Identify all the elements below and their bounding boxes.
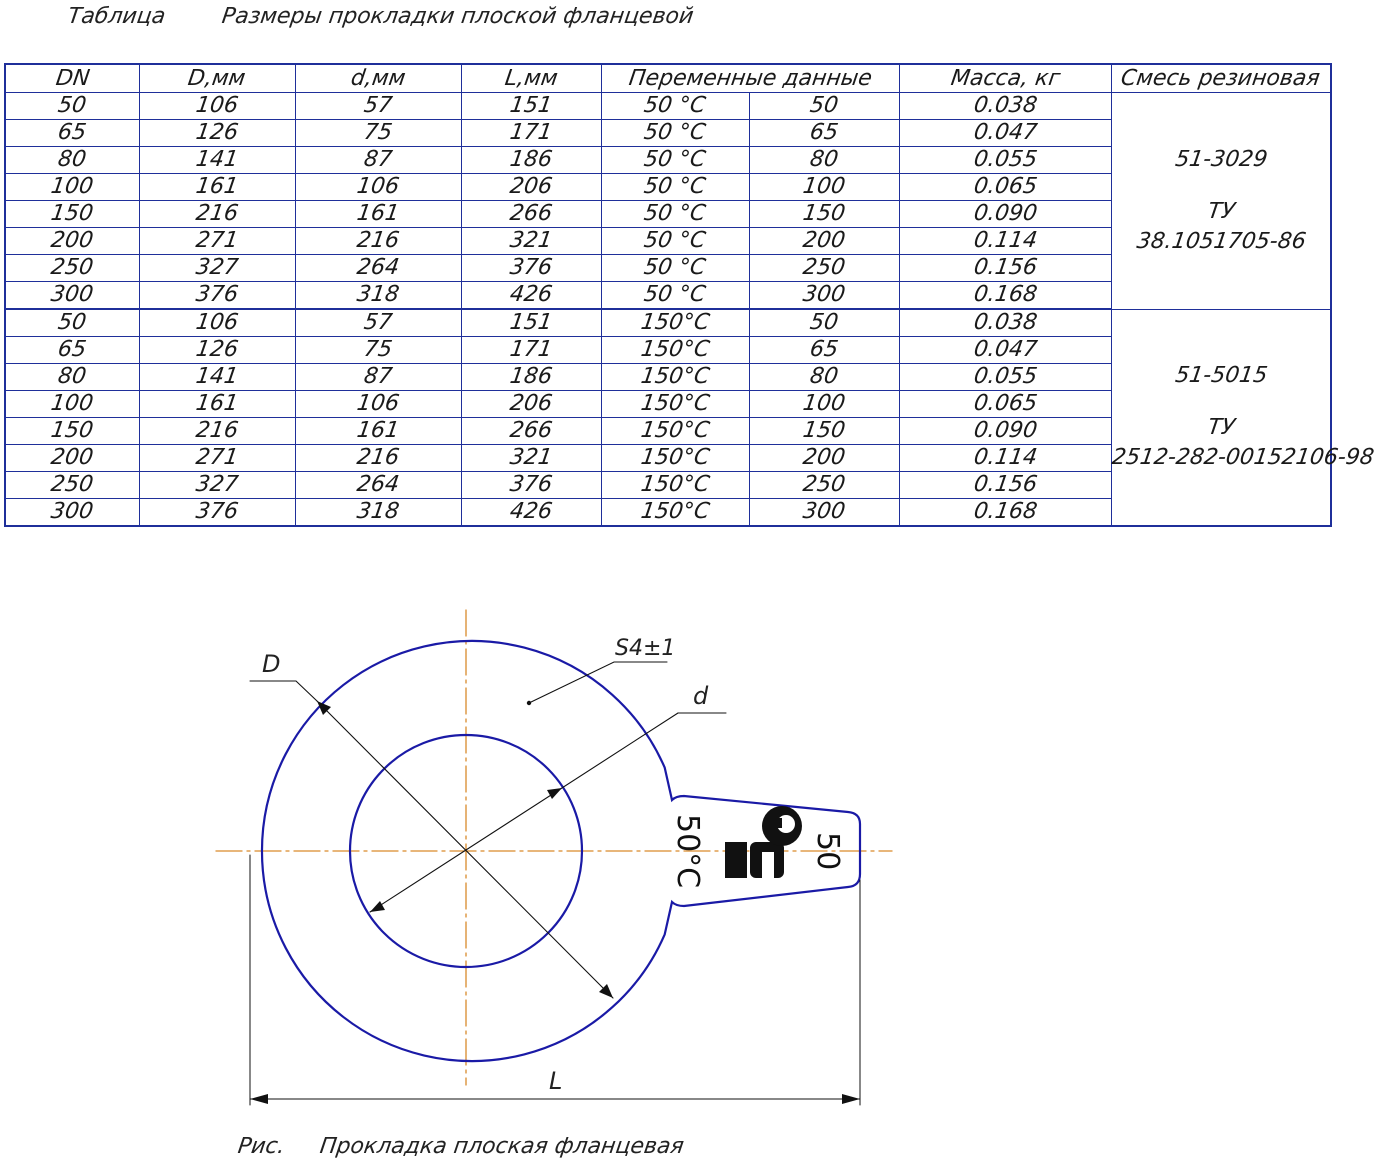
cell-outer-d: 141 bbox=[139, 147, 295, 174]
cell-rubber-mix: 51-3029 ТУ 38.1051705-86 bbox=[1111, 93, 1331, 310]
cell-inner-d: 318 bbox=[295, 499, 461, 527]
cell-dn: 65 bbox=[5, 337, 139, 364]
cell-mass: 0.038 bbox=[899, 309, 1111, 337]
cell-inner-d: 106 bbox=[295, 391, 461, 418]
cell-outer-d: 106 bbox=[139, 309, 295, 337]
cell-temperature: 150°С bbox=[601, 445, 749, 472]
cell-variable-dn: 65 bbox=[749, 337, 899, 364]
cell-temperature: 50 °С bbox=[601, 228, 749, 255]
cell-variable-dn: 80 bbox=[749, 364, 899, 391]
cell-mass: 0.168 bbox=[899, 282, 1111, 310]
figure-label: Рис. bbox=[236, 1134, 287, 1159]
cell-outer-d: 161 bbox=[139, 391, 295, 418]
cell-mass: 0.114 bbox=[899, 228, 1111, 255]
col-header-inner-d: d,мм bbox=[295, 64, 461, 93]
inner-diameter-dim-line bbox=[370, 713, 678, 912]
cell-variable-dn: 100 bbox=[749, 174, 899, 201]
cell-mass: 0.038 bbox=[899, 93, 1111, 120]
cell-length: 151 bbox=[461, 309, 601, 337]
cell-dn: 80 bbox=[5, 364, 139, 391]
cell-length: 321 bbox=[461, 445, 601, 472]
cell-variable-dn: 150 bbox=[749, 418, 899, 445]
outer-diameter-leader bbox=[250, 681, 317, 701]
gasket-dimensions-table bbox=[4, 63, 1375, 527]
cell-dn: 65 bbox=[5, 120, 139, 147]
cell-inner-d: 318 bbox=[295, 282, 461, 310]
cell-mass: 0.168 bbox=[899, 499, 1111, 527]
cell-mass: 0.055 bbox=[899, 147, 1111, 174]
cell-variable-dn: 250 bbox=[749, 255, 899, 282]
col-header-variable-data: Переменные данные bbox=[601, 64, 899, 93]
cell-variable-dn: 150 bbox=[749, 201, 899, 228]
cell-dn: 300 bbox=[5, 282, 139, 310]
table-row bbox=[5, 309, 1331, 337]
cell-temperature: 50 °С bbox=[601, 174, 749, 201]
cell-variable-dn: 250 bbox=[749, 472, 899, 499]
cell-outer-d: 271 bbox=[139, 445, 295, 472]
cell-mass: 0.114 bbox=[899, 445, 1111, 472]
cell-temperature: 150°С bbox=[601, 391, 749, 418]
col-header-outer-d: D,мм bbox=[139, 64, 295, 93]
length-label: L bbox=[549, 1067, 563, 1095]
cell-temperature: 50 °С bbox=[601, 147, 749, 174]
cell-temperature: 150°С bbox=[601, 499, 749, 527]
cell-temperature: 150°С bbox=[601, 418, 749, 445]
cell-mass: 0.065 bbox=[899, 391, 1111, 418]
cell-outer-d: 376 bbox=[139, 282, 295, 310]
table-row bbox=[5, 93, 1331, 120]
cell-mass: 0.047 bbox=[899, 337, 1111, 364]
cell-variable-dn: 300 bbox=[749, 499, 899, 527]
cell-length: 266 bbox=[461, 418, 601, 445]
table-label: Таблица bbox=[66, 4, 168, 29]
inner-diameter-arrow-b bbox=[547, 788, 562, 799]
cell-inner-d: 87 bbox=[295, 147, 461, 174]
cell-dn: 250 bbox=[5, 255, 139, 282]
cell-variable-dn: 65 bbox=[749, 120, 899, 147]
cell-length: 206 bbox=[461, 391, 601, 418]
cell-length: 186 bbox=[461, 147, 601, 174]
cell-temperature: 50 °С bbox=[601, 255, 749, 282]
cell-temperature: 50 °С bbox=[601, 93, 749, 120]
cell-temperature: 150°С bbox=[601, 472, 749, 499]
cell-dn: 50 bbox=[5, 93, 139, 120]
cell-inner-d: 57 bbox=[295, 93, 461, 120]
tab-temperature-marking: 50°С bbox=[670, 814, 705, 889]
inner-diameter-label: d bbox=[693, 682, 709, 710]
cell-outer-d: 376 bbox=[139, 499, 295, 527]
cell-temperature: 150°С bbox=[601, 337, 749, 364]
col-header-dn: DN bbox=[5, 64, 139, 93]
table-title: Размеры прокладки плоской фланцевой bbox=[220, 4, 696, 29]
outer-diameter-label: D bbox=[262, 650, 281, 678]
cell-dn: 100 bbox=[5, 174, 139, 201]
cell-variable-dn: 100 bbox=[749, 391, 899, 418]
cell-length: 171 bbox=[461, 120, 601, 147]
cell-length: 266 bbox=[461, 201, 601, 228]
cell-outer-d: 271 bbox=[139, 228, 295, 255]
cell-mass: 0.090 bbox=[899, 418, 1111, 445]
thickness-label: S4±1 bbox=[615, 636, 676, 661]
cell-length: 171 bbox=[461, 337, 601, 364]
cell-variable-dn: 300 bbox=[749, 282, 899, 310]
cell-mass: 0.065 bbox=[899, 174, 1111, 201]
cell-length: 376 bbox=[461, 255, 601, 282]
cell-inner-d: 161 bbox=[295, 418, 461, 445]
cell-length: 151 bbox=[461, 93, 601, 120]
cell-dn: 200 bbox=[5, 228, 139, 255]
cell-outer-d: 327 bbox=[139, 255, 295, 282]
cell-outer-d: 106 bbox=[139, 93, 295, 120]
cell-dn: 150 bbox=[5, 418, 139, 445]
cell-outer-d: 126 bbox=[139, 120, 295, 147]
cell-variable-dn: 50 bbox=[749, 93, 899, 120]
cell-inner-d: 264 bbox=[295, 255, 461, 282]
cell-inner-d: 87 bbox=[295, 364, 461, 391]
cell-inner-d: 75 bbox=[295, 120, 461, 147]
cell-rubber-mix: 51-5015 ТУ 2512-282-00152106-98 bbox=[1111, 309, 1331, 526]
cell-outer-d: 141 bbox=[139, 364, 295, 391]
cell-outer-d: 327 bbox=[139, 472, 295, 499]
cell-length: 426 bbox=[461, 282, 601, 310]
length-arrow-right bbox=[842, 1094, 860, 1104]
cell-inner-d: 216 bbox=[295, 445, 461, 472]
cell-length: 206 bbox=[461, 174, 601, 201]
col-header-mass: Масса, кг bbox=[899, 64, 1111, 93]
cell-dn: 250 bbox=[5, 472, 139, 499]
table-caption bbox=[0, 0, 1333, 40]
cell-length: 426 bbox=[461, 499, 601, 527]
cell-temperature: 50 °С bbox=[601, 120, 749, 147]
manufacturer-logo-icon bbox=[725, 806, 802, 878]
length-arrow-left bbox=[250, 1094, 268, 1104]
cell-mass: 0.156 bbox=[899, 472, 1111, 499]
cell-dn: 150 bbox=[5, 201, 139, 228]
cell-variable-dn: 200 bbox=[749, 445, 899, 472]
cell-temperature: 150°С bbox=[601, 309, 749, 337]
cell-dn: 200 bbox=[5, 445, 139, 472]
cell-temperature: 50 °С bbox=[601, 201, 749, 228]
cell-inner-d: 57 bbox=[295, 309, 461, 337]
cell-variable-dn: 200 bbox=[749, 228, 899, 255]
cell-variable-dn: 80 bbox=[749, 147, 899, 174]
cell-inner-d: 216 bbox=[295, 228, 461, 255]
cell-dn: 100 bbox=[5, 391, 139, 418]
cell-length: 186 bbox=[461, 364, 601, 391]
cell-length: 376 bbox=[461, 472, 601, 499]
cell-length: 321 bbox=[461, 228, 601, 255]
table-body bbox=[5, 93, 1375, 527]
col-header-rubber-mix: Смесь резиновая bbox=[1111, 64, 1331, 93]
cell-dn: 80 bbox=[5, 147, 139, 174]
cell-inner-d: 75 bbox=[295, 337, 461, 364]
cell-dn: 50 bbox=[5, 309, 139, 337]
cell-temperature: 50 °С bbox=[601, 282, 749, 310]
gasket-drawing bbox=[0, 580, 1333, 1130]
cell-dn: 300 bbox=[5, 499, 139, 527]
cell-temperature: 150°С bbox=[601, 364, 749, 391]
cell-inner-d: 161 bbox=[295, 201, 461, 228]
table-header-row bbox=[5, 64, 1331, 93]
outer-diameter-dim-line bbox=[317, 701, 613, 998]
cell-outer-d: 161 bbox=[139, 174, 295, 201]
cell-outer-d: 216 bbox=[139, 418, 295, 445]
cell-mass: 0.047 bbox=[899, 120, 1111, 147]
cell-inner-d: 264 bbox=[295, 472, 461, 499]
cell-outer-d: 126 bbox=[139, 337, 295, 364]
tab-dn-marking: 50 bbox=[810, 832, 845, 871]
cell-mass: 0.090 bbox=[899, 201, 1111, 228]
thickness-leader-dot bbox=[527, 701, 531, 705]
col-header-length: L,мм bbox=[461, 64, 601, 93]
cell-mass: 0.055 bbox=[899, 364, 1111, 391]
cell-mass: 0.156 bbox=[899, 255, 1111, 282]
cell-outer-d: 216 bbox=[139, 201, 295, 228]
cell-inner-d: 106 bbox=[295, 174, 461, 201]
inner-diameter-arrow-a bbox=[370, 901, 385, 912]
figure-title: Прокладка плоская фланцевая bbox=[318, 1134, 686, 1159]
cell-variable-dn: 50 bbox=[749, 309, 899, 337]
